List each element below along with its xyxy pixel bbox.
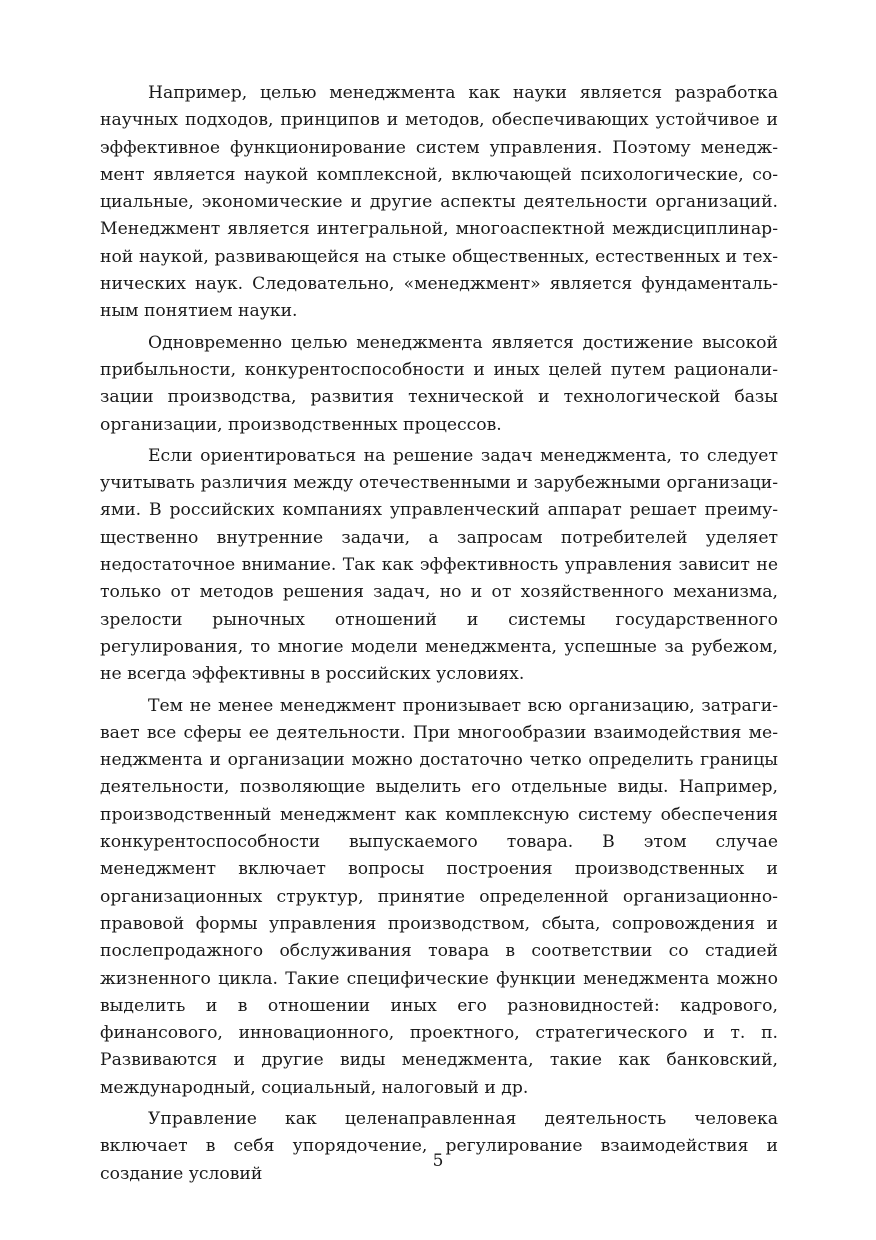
page-body xyxy=(100,80,778,1192)
paragraph-1: Например, целью менеджмента как науки является разработка научных подходов, принципов и методов, обеспечивающих устойчивое и эффективное функционирование систем управления. Поэтому менеджмент является наукой комплексной, включающей психологические, социальные, экономические и другие аспекты деятельности организаций. Менеджмент является интегральной, многоаспектной междисциплинарной наукой, развивающейся на стыке общественных, естественных и технических наук. Следовательно, «менеджмент» является фундаментальным понятием науки. xyxy=(100,83,778,322)
paragraph-4: Тем не менее менеджмент пронизывает всю организацию, затрагивает все сферы ее деятельности. При многообразии взаимодействия менеджмента и организации можно достаточно четко определить границы деятельности, позволяющие выделить его отдельные виды. Например, производственный менеджмент как комплексную систему обеспечения конкурентоспособности выпускаемого товара. В этом случае менеджмент включает вопросы построения производственных и организационных структур, принятие определенной организационно-правовой формы управления производством, сбыта, сопровождения и послепродажного обслуживания товара в соответствии со стадией жизненного цикла. Такие специфические функции менеджмента можно выделить и в отношении иных его разновидностей: кадрового, финансового, инновационного, проектного, стратегического и т. п. Развиваются и другие виды менеджмента, такие как банковский, международный, социальный, налоговый и др. xyxy=(100,695,778,1098)
paragraph-2: Одновременно целью менеджмента является достижение высокой прибыльности, конкурентоспособности и иных целей путем рационализации производства, развития технической и технологической базы организации, производственных процессов. xyxy=(100,332,778,435)
page-number: 5 xyxy=(432,1151,444,1171)
paragraph-5: Управление как целенаправленная деятельность человека включает в себя упорядочение, регулирование взаимодействия и создание условий xyxy=(100,1108,778,1184)
paragraph-3: Если ориентироваться на решение задач менеджмента, то следует учитывать различия между отечественными и зарубежными организациями. В российских компаниях управленческий аппарат решает преимущественно внутренние задачи, а запросам потребителей уделяет недостаточное внимание. Так как эффективность управления зависит не только от методов решения задач, но и от хозяйственного механизма, зрелости рыночных отношений и системы государственного регулирования, то многие модели менеджмента, успешные за рубежом, не всегда эффективны в российских условиях. xyxy=(100,445,778,685)
